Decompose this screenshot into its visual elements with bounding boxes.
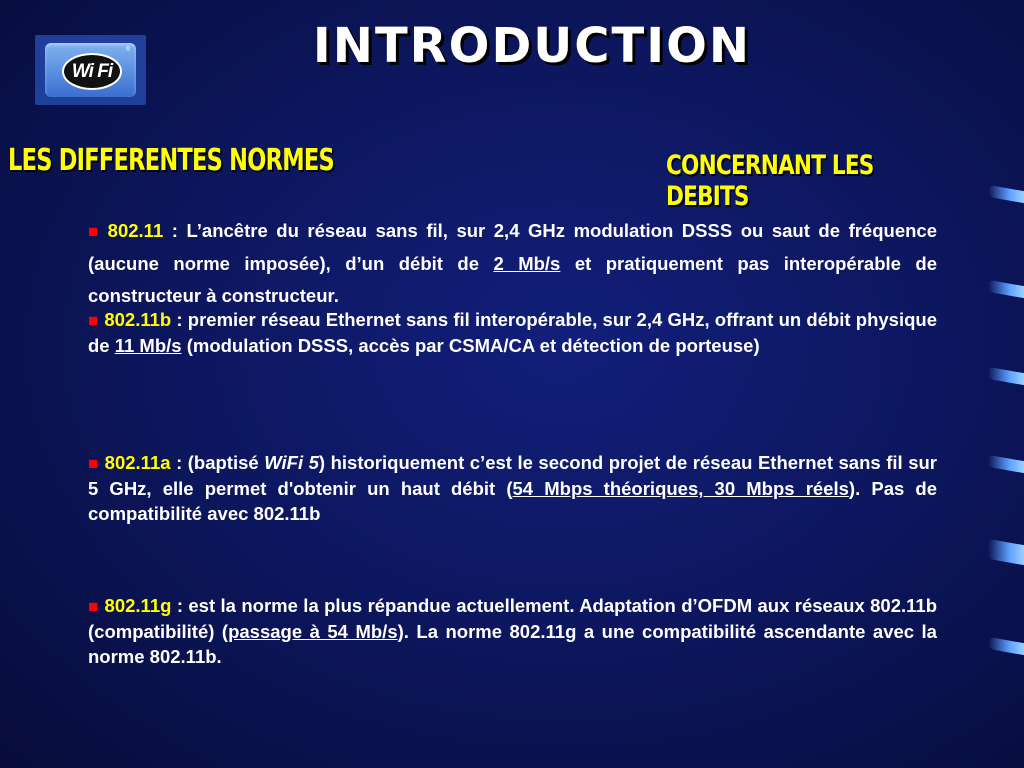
stripe: [988, 185, 1024, 203]
bullet-item-80211g: [88, 593, 937, 669]
norm-text: : premier réseau Ethernet sans fil interopérable, sur 2,4 GHz, offrant un débit physique de: [88, 309, 937, 356]
wifi-logo-trademark: ®: [125, 47, 130, 53]
stripe: [988, 280, 1024, 298]
stripe: [988, 637, 1024, 655]
bullet-square-icon: ■: [88, 597, 99, 616]
norm-alias: WiFi 5: [264, 452, 319, 473]
norm-rate: 2 Mb/s: [493, 253, 561, 274]
header-right: CONCERNANT LES DEBITS: [666, 150, 874, 212]
norm-code: 802.11a: [104, 452, 171, 473]
bullet-item-80211: [88, 215, 937, 312]
norm-text: et pratiquement pas interopérable de constructeur à constructeur.: [88, 253, 937, 306]
wifi-logo-text: Wi Fi: [71, 60, 113, 82]
norm-text: : est la norme la plus répandue actuellement. Adaptation d’OFDM aux réseaux 802.11b (compatibilité) (: [88, 595, 937, 642]
norm-text: : L’ancêtre du réseau sans fil, sur 2,4 GHz modulation DSSS ou saut de fréquence (aucune norme imposée), d’un débit de: [88, 220, 937, 274]
stripe: [988, 455, 1024, 473]
slide-title: INTRODUCTION: [312, 18, 752, 74]
stripe: [988, 539, 1024, 565]
norm-text: ). La norme 802.11g a une compatibilité ascendante avec la norme 802.11b.: [88, 621, 937, 667]
bullet-square-icon: ■: [88, 311, 99, 330]
norm-rate: passage à 54 Mb/s: [228, 621, 398, 642]
bullet-item-80211b: [88, 307, 937, 358]
norm-text: : (baptisé: [170, 452, 265, 473]
norm-text: ). Pas de compatibilité avec 802.11b: [88, 478, 937, 524]
norm-text: (modulation DSSS, accès par CSMA/CA et détection de porteuse): [181, 335, 760, 356]
norm-text: ) historiquement c’est le second projet de réseau Ethernet sans fil sur 5 GHz, elle permet d'obtenir un haut débit (: [88, 452, 937, 499]
bullet-item-80211a: [88, 450, 937, 526]
norm-rate: 54 Mbps théoriques, 30 Mbps réels: [512, 478, 849, 499]
norm-code: 802.11b: [104, 309, 172, 330]
bullet-square-icon: ■: [88, 454, 99, 473]
norm-rate: 11 Mb/s: [114, 335, 182, 356]
stripe: [988, 367, 1024, 385]
norm-code: 802.11: [107, 220, 164, 241]
bullet-square-icon: ■: [88, 222, 102, 241]
norm-code: 802.11g: [104, 595, 172, 616]
decorative-stripes: [984, 0, 1024, 768]
header-left: LES DIFFERENTES NORMES: [8, 143, 334, 178]
